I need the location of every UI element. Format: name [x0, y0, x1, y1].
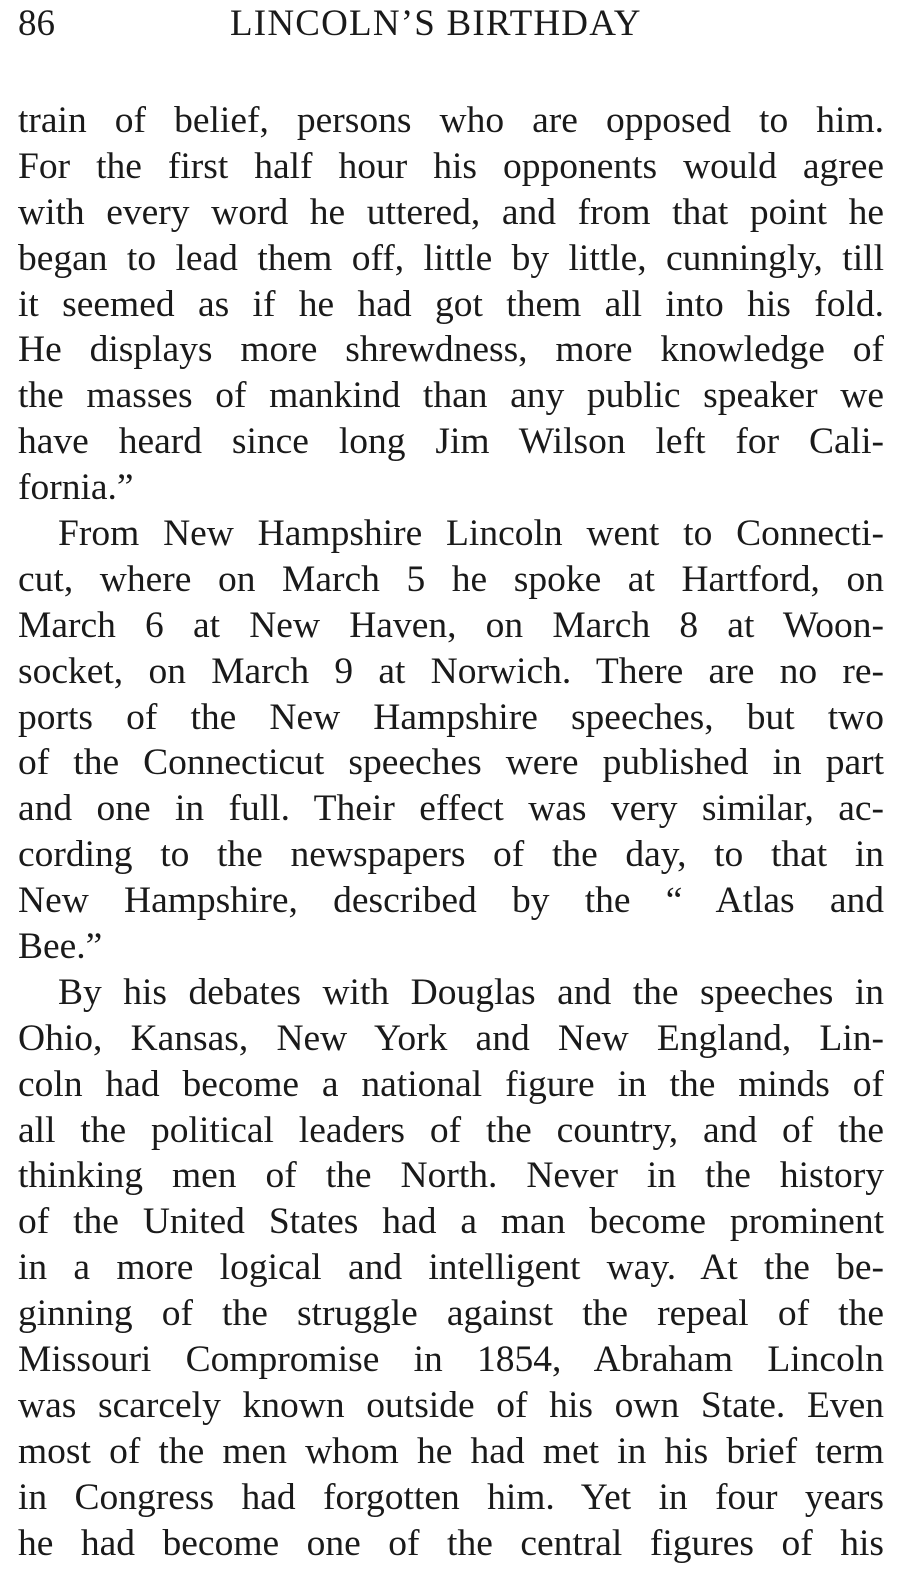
text-line: ports of the New Hampshire speeches, but two — [18, 696, 884, 738]
text-line: with every word he uttered, and from that point he — [18, 191, 884, 233]
body-text — [18, 98, 884, 1567]
running-title: LINCOLN’S BIRTHDAY — [230, 3, 642, 44]
text-line: the masses of mankind than any public speaker we — [18, 375, 884, 417]
text-line: By his debates with Douglas and the speeches in — [58, 971, 884, 1013]
text-line: was scarcely known outside of his own State. Even — [18, 1384, 884, 1426]
text-line: in a more logical and intelligent way. At the be- — [18, 1247, 884, 1289]
text-line: Bee.” — [18, 926, 103, 968]
text-line: From New Hampshire Lincoln went to Connecti- — [58, 513, 884, 555]
text-line: fornia.” — [18, 467, 134, 509]
text-line: began to lead them off, little by little, cunningly, till — [18, 237, 884, 279]
text-line: have heard since long Jim Wilson left for Cali- — [18, 421, 884, 463]
text-line: socket, on March 9 at Norwich. There are no re- — [18, 650, 884, 692]
text-line: cut, where on March 5 he spoke at Hartford, on — [18, 558, 884, 600]
text-line: it seemed as if he had got them all into his fold. — [18, 283, 884, 325]
text-line: of the United States had a man become prominent — [18, 1201, 884, 1243]
page-number: 86 — [18, 3, 55, 44]
text-line: most of the men whom he had met in his brief term — [18, 1430, 884, 1472]
text-line: in Congress had forgotten him. Yet in four years — [18, 1476, 884, 1518]
text-line: cording to the newspapers of the day, to that in — [18, 834, 884, 876]
text-line: thinking men of the North. Never in the history — [18, 1155, 884, 1197]
text-line: train of belief, persons who are opposed to him. — [18, 100, 884, 141]
text-line: New Hampshire, described by the “ Atlas and — [18, 880, 884, 922]
text-line: coln had become a national figure in the minds of — [18, 1063, 884, 1105]
text-line: and one in full. Their effect was very similar, ac- — [18, 788, 884, 830]
text-line: Missouri Compromise in 1854, Abraham Lincoln — [18, 1339, 884, 1381]
text-line: he had become one of the central figures of his — [18, 1522, 884, 1564]
text-line: He displays more shrewdness, more knowledge of — [18, 329, 884, 371]
running-head — [18, 2, 884, 46]
text-line: of the Connecticut speeches were published in part — [18, 742, 884, 784]
text-line: For the first half hour his opponents would agree — [18, 145, 884, 187]
text-line: Ohio, Kansas, New York and New England, Lin- — [18, 1017, 884, 1059]
text-line: ginning of the struggle against the repeal of the — [18, 1293, 884, 1335]
text-line: March 6 at New Haven, on March 8 at Woon- — [18, 604, 884, 646]
text-line: all the political leaders of the country, and of the — [18, 1109, 884, 1151]
